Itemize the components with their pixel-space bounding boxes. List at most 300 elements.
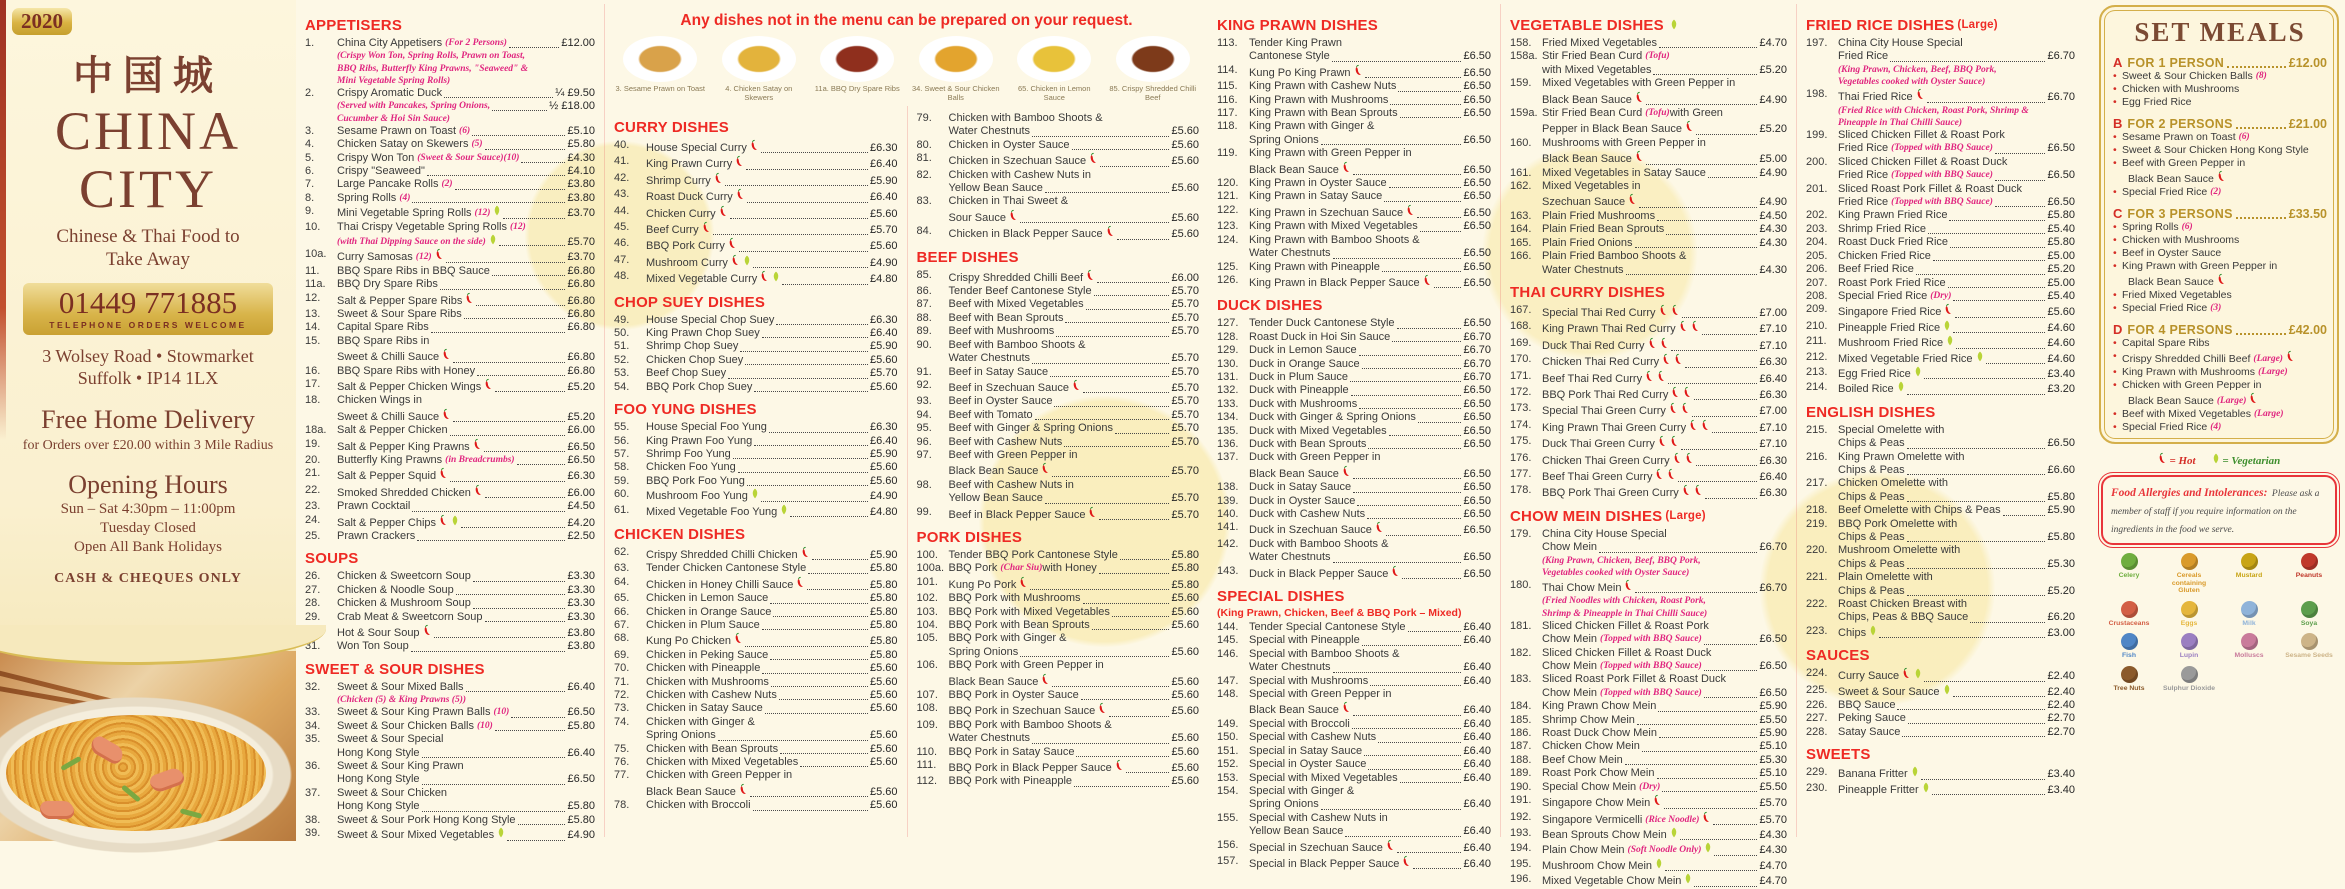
item-lines [949,549,1200,562]
item-text: Black Bean Sauce [1249,163,1339,176]
item-number: 29. [305,610,321,623]
menu-item-line [646,254,898,270]
item-price: £6.80 [567,364,595,377]
item-text: Cantonese Style [1249,50,1330,63]
menu-item-line [949,719,1200,732]
item-text: Kung Po King Prawn [1249,66,1351,79]
item-text: Roast Pork Chow Mein [1542,767,1655,780]
item-price: £5.10 [1759,767,1787,780]
menu-item [305,424,595,437]
menu-item-line [1542,193,1787,209]
item-number: 144. [1217,621,1239,634]
item-number: 120. [1217,177,1239,190]
set-meal-item-line [2122,234,2327,247]
item-text: Sweet & Chilli Sauce [337,351,440,364]
menu-item [1806,424,2075,451]
item-text: King Prawn with Bean Sprouts [1249,107,1398,120]
leaf-icon [1670,827,1678,842]
item-number: 187. [1510,740,1532,753]
item-lines [949,325,1200,338]
chilli-icon [1009,209,1018,225]
item-number: 200. [1806,155,1828,168]
price-leader-dots [411,651,566,652]
menu-item [614,632,898,648]
section-title [1806,404,2075,421]
item-number: 18a. [305,424,327,437]
price-leader-dots [779,699,868,700]
allergen-icon [2181,553,2198,570]
bullet-icon: • [2113,234,2117,246]
item-text: Spring Rolls [2122,221,2179,233]
item-number: 10a. [305,248,327,261]
item-price: £6.50 [1463,467,1491,480]
price-leader-dots [747,202,868,203]
set-meal-item [2113,379,2327,408]
item-price: £5.80 [1171,562,1199,575]
chilli-icon [1019,576,1028,592]
item-number: 109. [916,718,938,731]
item-number: 94. [916,408,932,421]
menu-item-line [1542,811,1787,827]
item-price: £5.70 [1171,492,1199,505]
price-leader-dots [1956,348,2045,349]
item-text: Crispy Shredded Chilli Beef [2122,353,2251,365]
price-leader-dots [1635,247,1758,248]
chilli-icon [1342,161,1351,177]
item-number: 25. [305,530,321,542]
brand-panel [0,0,296,841]
item-text: Crispy Shredded Chilli Beef [948,271,1084,284]
item-text: Chicken with Mushrooms [646,675,769,688]
item-price: £4.80 [869,505,898,518]
item-text: Hong Kong Style [337,800,420,813]
menu-item [1217,481,1491,494]
leaf-icon [1704,842,1712,857]
menu-item-line [1542,120,1787,136]
item-lines [949,479,1200,506]
allergy-notice [2101,475,2337,545]
item-number: 217. [1806,477,1828,490]
price-leader-dots [1665,870,1757,871]
price-leader-dots [1092,629,1170,630]
item-text: House Special Chop Suey [646,313,775,326]
menu-item [305,706,595,719]
item-text: Duck with Bean Sprouts [1249,437,1367,450]
item-price: £5.60 [1171,645,1199,658]
bullet-icon: • [2113,186,2117,198]
menu-item-line [337,454,595,467]
menu-item [1217,274,1491,290]
item-number: 164. [1510,223,1532,236]
menu-item-line [1249,204,1491,220]
menu-item [305,265,595,278]
item-number: 182. [1510,646,1532,659]
item-lines [949,339,1200,366]
item-text: Chicken Curry [646,207,716,220]
menu-item-line [1542,180,1787,193]
price-leader-dots [1924,378,2046,379]
item-text: BBQ Pork with Mixed Vegetables [948,605,1110,618]
menu-item-line [1542,137,1787,150]
item-note: (10) [476,720,493,731]
chilli-icon [1635,150,1644,166]
menu-item-line [337,624,595,640]
item-price: £3.80 [567,178,595,191]
item-text: Duck in Szechuan Sauce [1249,524,1372,537]
menu-item-line [1249,495,1491,508]
menu-item-line [646,327,898,340]
item-number: 111. [916,759,937,772]
item-lines [1249,147,1491,177]
item-lines [1542,77,1787,107]
menu-item-line [337,787,595,800]
brand-name-line1: CHINA [55,101,241,161]
item-price: £5.70 [869,367,898,380]
item-price: £3.40 [2047,783,2075,796]
price-leader-dots [1097,282,1169,283]
item-text: Special with Ginger & [1249,784,1355,797]
item-lines [646,139,898,155]
item-text: Sweet & Sour Chicken Balls [337,719,474,732]
price-leader-dots [485,149,566,150]
item-lines [949,619,1200,632]
menu-item-line [949,339,1200,352]
item-price: £5.60 [869,702,898,715]
item-text: Special with Mushrooms [1249,674,1369,687]
menu-item-line [1838,477,2075,490]
item-lines [646,799,898,812]
menu-item-line [1838,699,2075,712]
menu-item-line [1249,247,1491,260]
item-price: £5.20 [567,380,595,393]
menu-item [1806,571,2075,598]
allergen-name: Celery [2118,572,2140,579]
item-text: Chicken with Bamboo Shoots & [948,112,1103,124]
set-meal-item-line [2122,379,2327,392]
item-lines [1542,304,1787,320]
allergen-item [2101,633,2157,660]
item-price: £5.10 [1759,740,1787,753]
item-number: 21. [305,467,321,480]
price-leader-dots [499,245,566,246]
hours-line-2: Tuesday Closed [100,520,196,536]
item-text: Mushroom Fried Rice [1838,337,1944,350]
menu-item-line [1249,839,1491,855]
menu-item [1217,538,1491,565]
item-text: Fried Rice [1838,169,1889,182]
item-lines [646,172,898,188]
menu-item-line [1542,647,1787,660]
menu-item-line [337,814,595,827]
item-lines [646,562,898,575]
menu-item-line [1542,91,1787,107]
chilli-icon [1089,152,1098,168]
price-leader-dots [771,686,868,687]
menu-item [1806,504,2075,517]
set-meal-item-line [2122,96,2327,109]
item-text: Duck in Satay Sauce [1249,481,1352,494]
item-price: £5.80 [869,635,898,648]
item-lines [1249,495,1491,508]
menu-item-line [337,827,595,842]
item-price: £5.70 [1171,465,1199,478]
item-text: Chicken Satay on Skewers [337,138,469,151]
menu-item-line [1542,633,1787,646]
menu-item [305,87,595,125]
item-number: 80. [916,138,932,151]
item-number: 158a. [1510,50,1538,63]
set-meal-letter: B [2113,116,2123,131]
menu-item-line [1249,675,1491,688]
item-lines [1249,565,1491,581]
price-leader-dots [507,840,565,841]
item-note: (4) [2210,422,2222,432]
item-price: £6.40 [567,746,595,759]
item-number: 61. [614,503,630,516]
item-price: £6.70 [1463,357,1491,370]
chilli-icon [731,254,740,270]
menu-item-line [1542,842,1787,857]
item-lines [1249,80,1491,93]
item-number: 72. [614,689,630,701]
section-title [614,526,898,543]
section-title [305,550,595,567]
allergen-item [2161,666,2217,693]
chilli-icon [474,484,483,500]
chilli-icon [1674,353,1683,369]
item-lines [949,112,1200,139]
set-meal-item [2113,289,2327,302]
menu-item [917,298,1200,311]
chilli-icon [734,632,743,648]
item-price: £7.00 [1759,306,1787,319]
item-number: 15. [305,334,321,347]
item-text: King Prawn with Mushrooms [1249,93,1389,106]
menu-item-line [1249,621,1491,634]
leaf-icon [1943,684,1951,699]
allergen-name: Sulphur Dioxide [2162,684,2216,692]
item-price: ½ £18.00 [549,100,595,113]
item-text: BBQ Dry Spare Ribs [337,278,438,291]
item-number: 151. [1217,744,1239,757]
item-text: Black Bean Sauce [646,785,736,798]
item-text: King Prawn Foo Yung [646,434,753,447]
item-text: Beef Omelette with Chips & Peas [1838,504,2001,517]
menu-item-line [949,606,1200,619]
menu-item [1510,647,1787,674]
item-text: Chips, Peas & BBQ Sauce [1838,611,1969,624]
item-number: 10. [305,220,321,233]
item-number: 155. [1217,811,1239,824]
item-number: 202. [1806,209,1828,222]
item-text: Yellow Bean Sauce [1249,825,1344,838]
menu-item-line [1542,781,1787,794]
item-number: 173. [1510,402,1532,415]
item-number: 152. [1217,758,1239,771]
price-leader-dots [1056,336,1169,337]
item-note: (8) [2255,71,2267,81]
price-leader-dots [1635,592,1757,593]
item-number: 3. [305,124,315,137]
menu-item [305,454,595,467]
item-text: Duck with Green Pepper in [1249,451,1381,464]
dish-photo [614,36,706,102]
item-lines [1542,337,1787,353]
item-text: Chicken in Satay Sauce [646,702,763,715]
price-leader-dots [453,421,565,422]
menu-item-line [1838,129,2075,142]
item-number: 14. [305,321,321,334]
chilli-icon [1658,435,1667,451]
menu-item [1217,371,1491,384]
menu-item-line [337,234,595,248]
item-text: Special with Green Pepper in [1249,688,1392,701]
price-leader-dots [1434,287,1462,288]
item-lines [1249,688,1491,718]
menu-item-line [949,562,1200,575]
menu-item-line [337,63,595,75]
set-meal-item [2113,421,2327,434]
item-text: Special Chow Mein [1542,780,1637,793]
item-lines [1838,518,2075,545]
price-leader-dots [1333,258,1462,259]
item-text: Sweet & Sour Chicken [337,786,448,799]
item-price: £6.50 [567,440,595,453]
item-price: £7.00 [1759,405,1787,418]
menu-item [614,205,898,221]
item-price: £5.60 [1171,675,1199,688]
item-text: Beef with Mixed Vegetables [948,298,1084,311]
menu-item [1806,250,2075,263]
item-text: Tender Duck Cantonese Style [1249,317,1395,330]
price-leader-dots [1995,206,2046,207]
set-meal-name: FOR 3 PERSONS [2127,207,2233,221]
menu-item-line [1542,452,1787,468]
set-meal-leader-dots [2236,333,2286,335]
allergen-icon [2181,666,2198,683]
item-lines [646,619,898,632]
item-number: 196. [1510,873,1532,886]
menu-item-line [1838,290,2075,303]
item-lines [337,640,595,653]
menu-item [1510,781,1787,794]
bullet-icon: • [2113,247,2117,259]
price-leader-dots [728,378,868,379]
menu-item [1510,714,1787,727]
item-number: 16. [305,364,321,377]
price-leader-dots [1333,672,1462,673]
item-number: 65. [614,592,630,605]
item-text: China City Appetisers [337,37,443,49]
item-price: £6.50 [1463,276,1491,289]
item-text: Black Bean Sauce [2128,395,2214,407]
item-lines [1249,718,1491,731]
item-text: Mushroom Chow Mein [1542,859,1653,872]
menu-item [1806,183,2075,210]
item-number: 147. [1217,674,1239,687]
item-text: BBQ Pork in Satay Sauce [948,745,1075,758]
price-leader-dots [1642,751,1758,752]
menu-item [917,719,1200,746]
item-price: £3.80 [567,640,595,653]
price-leader-dots [1953,696,2046,697]
item-lines [337,424,595,437]
price-leader-dots [1397,852,1462,853]
price-leader-dots [434,637,566,638]
item-price: £5.90 [869,340,898,353]
item-lines [1542,620,1787,647]
item-note: (Tofu) [1645,108,1670,119]
item-text: Salt & Pepper Chips [337,516,437,529]
item-price: £6.30 [567,470,595,483]
menu-item [917,139,1200,152]
allergen-name: Tree Nuts [2113,684,2145,692]
section-title-suffix: (Large) [1665,509,1706,522]
item-price: £5.80 [869,578,898,591]
item-number: 215. [1806,423,1828,436]
item-text: with Green [1669,107,1723,120]
item-number: 190. [1510,780,1532,793]
item-note: (Rice Noodle) [1645,814,1700,825]
menu-item-line [337,467,595,483]
item-text: Chicken with Mushrooms [2122,83,2240,95]
item-price: £6.50 [1463,206,1491,219]
allergen-name: Molluscs [2234,652,2264,660]
item-text: Duck in Black Pepper Sauce [1249,567,1389,580]
menu-item [1806,223,2075,236]
menu-item-line [1838,684,2075,699]
item-price: £4.90 [567,829,595,842]
item-number: 137. [1217,451,1239,464]
item-number: 216. [1806,450,1828,463]
menu-item [1510,484,1787,500]
menu-item-line [1838,625,2075,640]
section-title-text: SWEET & SOUR DISHES [305,660,485,678]
chilli-icon [728,237,737,253]
item-number: 149. [1217,717,1239,730]
chilli-icon [1701,419,1710,435]
item-lines [337,467,595,483]
menu-item [305,570,595,583]
item-text: Chips & Peas [1838,463,1905,476]
item-note: (Large) [2253,354,2283,364]
item-lines [337,597,595,610]
chilli-icon [1671,386,1680,402]
set-meal-item-lines [2122,234,2327,247]
section-title-text: SOUPS [305,550,359,568]
menu-item-line [1838,611,2075,624]
menu-item [1217,731,1491,744]
menu-item [305,681,595,707]
item-lines [646,327,898,340]
item-text: Chips & Peas [1838,531,1905,543]
bullet-icon: • [2113,366,2117,378]
menu-item [305,640,595,653]
menu-item-line [337,178,595,191]
menu-item [1217,565,1491,581]
price-leader-dots [485,621,566,622]
menu-item [614,314,898,327]
dish-photo [1107,36,1199,102]
price-leader-dots [1995,180,2046,181]
price-leader-dots [1646,104,1758,105]
menu-item-line [337,165,595,178]
menu-item [1510,386,1787,402]
menu-item [614,327,898,340]
menu-item-line [1542,660,1787,673]
item-lines [1249,785,1491,812]
item-number: 188. [1510,753,1532,766]
